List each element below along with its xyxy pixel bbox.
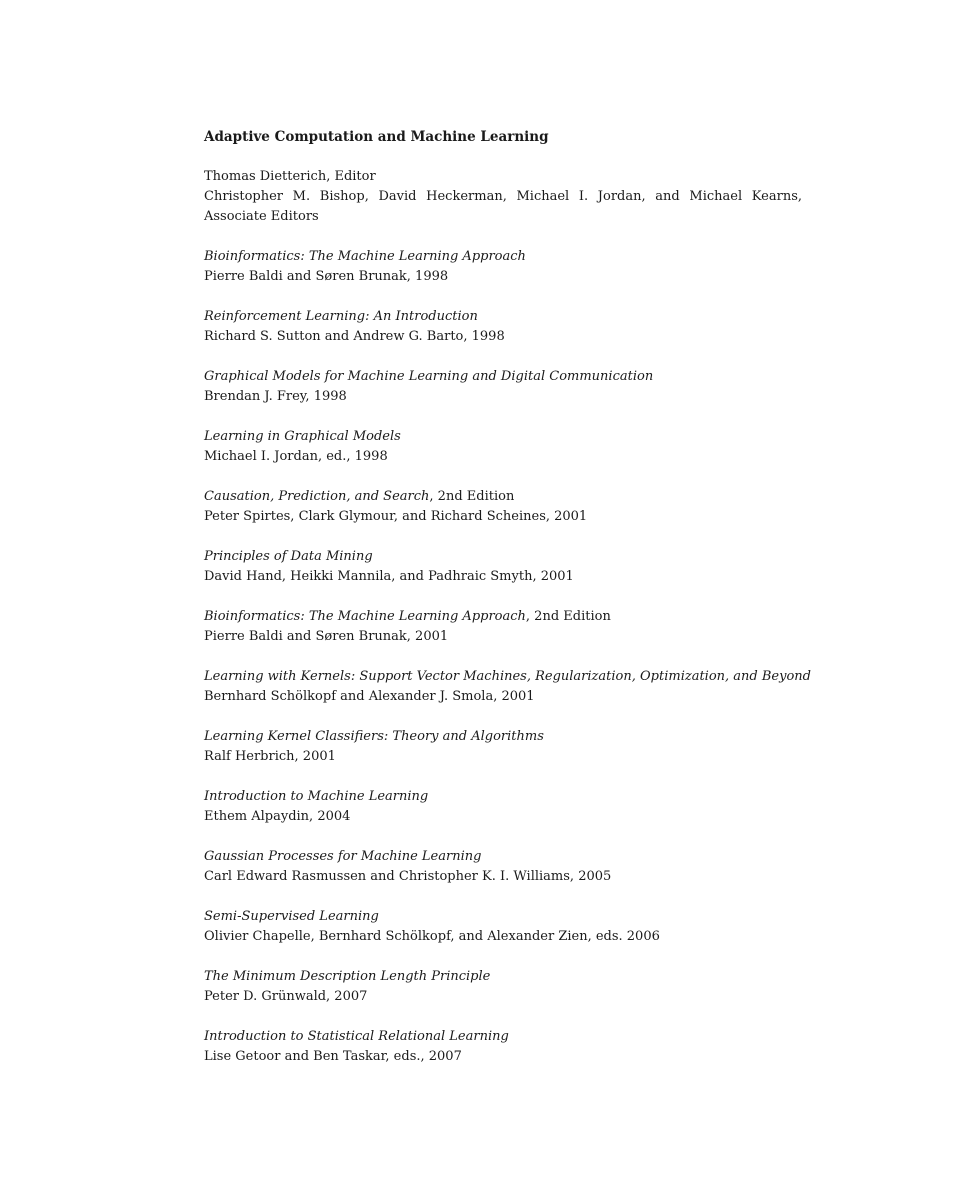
book-entry	[204, 1027, 802, 1067]
book-title: Introduction to Statistical Relational Learning	[204, 1029, 509, 1044]
book-title: Reinforcement Learning: An Introduction	[204, 309, 478, 324]
book-title: Bioinformatics: The Machine Learning Approach	[204, 609, 526, 624]
book-title: Gaussian Processes for Machine Learning	[204, 849, 482, 864]
book-entry	[204, 967, 802, 1007]
book-entry	[204, 247, 802, 287]
book-entry	[204, 367, 802, 407]
book-entry	[204, 607, 802, 647]
book-authors: Peter Spirtes, Clark Glymour, and Richard Scheines, 2001	[204, 509, 588, 524]
book-title: Learning Kernel Classifiers: Theory and Algorithms	[204, 729, 544, 744]
book-authors: Brendan J. Frey, 1998	[204, 389, 347, 404]
book-entry	[204, 787, 802, 827]
book-entry	[204, 307, 802, 347]
book-authors: Peter D. Grünwald, 2007	[204, 989, 368, 1004]
series-page	[204, 127, 811, 1067]
book-entry	[204, 727, 802, 767]
book-edition: , 2nd Edition	[429, 489, 515, 504]
book-authors: Lise Getoor and Ben Taskar, eds., 2007	[204, 1049, 462, 1064]
book-authors: Pierre Baldi and Søren Brunak, 2001	[204, 629, 449, 644]
book-title: Learning with Kernels: Support Vector Machines, Regularization, Optimization, and Beyond	[204, 669, 811, 684]
series-title: Adaptive Computation and Machine Learning	[204, 129, 549, 145]
book-authors: Carl Edward Rasmussen and Christopher K. I. Williams, 2005	[204, 869, 612, 884]
book-authors: Ralf Herbrich, 2001	[204, 749, 336, 764]
book-title: Graphical Models for Machine Learning and Digital Communication	[204, 369, 654, 384]
book-title: Principles of Data Mining	[204, 549, 373, 564]
book-title: Learning in Graphical Models	[204, 429, 401, 444]
book-entry	[204, 847, 802, 887]
book-title: The Minimum Description Length Principle	[204, 969, 491, 984]
book-entry	[204, 667, 811, 707]
book-authors: Ethem Alpaydin, 2004	[204, 809, 351, 824]
book-title: Semi-Supervised Learning	[204, 909, 379, 924]
associate-editors: Christopher M. Bishop, David Heckerman, Michael I. Jordan, and Michael Kearns, Associate Editors	[204, 189, 802, 224]
book-entry	[204, 907, 802, 947]
book-entry	[204, 427, 802, 467]
book-list	[204, 247, 811, 1067]
book-title: Introduction to Machine Learning	[204, 789, 429, 804]
book-authors: Richard S. Sutton and Andrew G. Barto, 1998	[204, 329, 505, 344]
book-authors: Bernhard Schölkopf and Alexander J. Smola, 2001	[204, 689, 535, 704]
series-editor: Thomas Dietterich, Editor	[204, 169, 376, 184]
editors-block	[204, 167, 802, 227]
book-authors: Olivier Chapelle, Bernhard Schölkopf, and Alexander Zien, eds. 2006	[204, 929, 660, 944]
book-entry	[204, 547, 802, 587]
book-authors: Pierre Baldi and Søren Brunak, 1998	[204, 269, 449, 284]
book-authors: Michael I. Jordan, ed., 1998	[204, 449, 388, 464]
book-title: Causation, Prediction, and Search	[204, 489, 430, 504]
book-entry	[204, 487, 802, 527]
book-authors: David Hand, Heikki Mannila, and Padhraic Smyth, 2001	[204, 569, 574, 584]
book-edition: , 2nd Edition	[525, 609, 611, 624]
book-title: Bioinformatics: The Machine Learning Approach	[204, 249, 526, 264]
